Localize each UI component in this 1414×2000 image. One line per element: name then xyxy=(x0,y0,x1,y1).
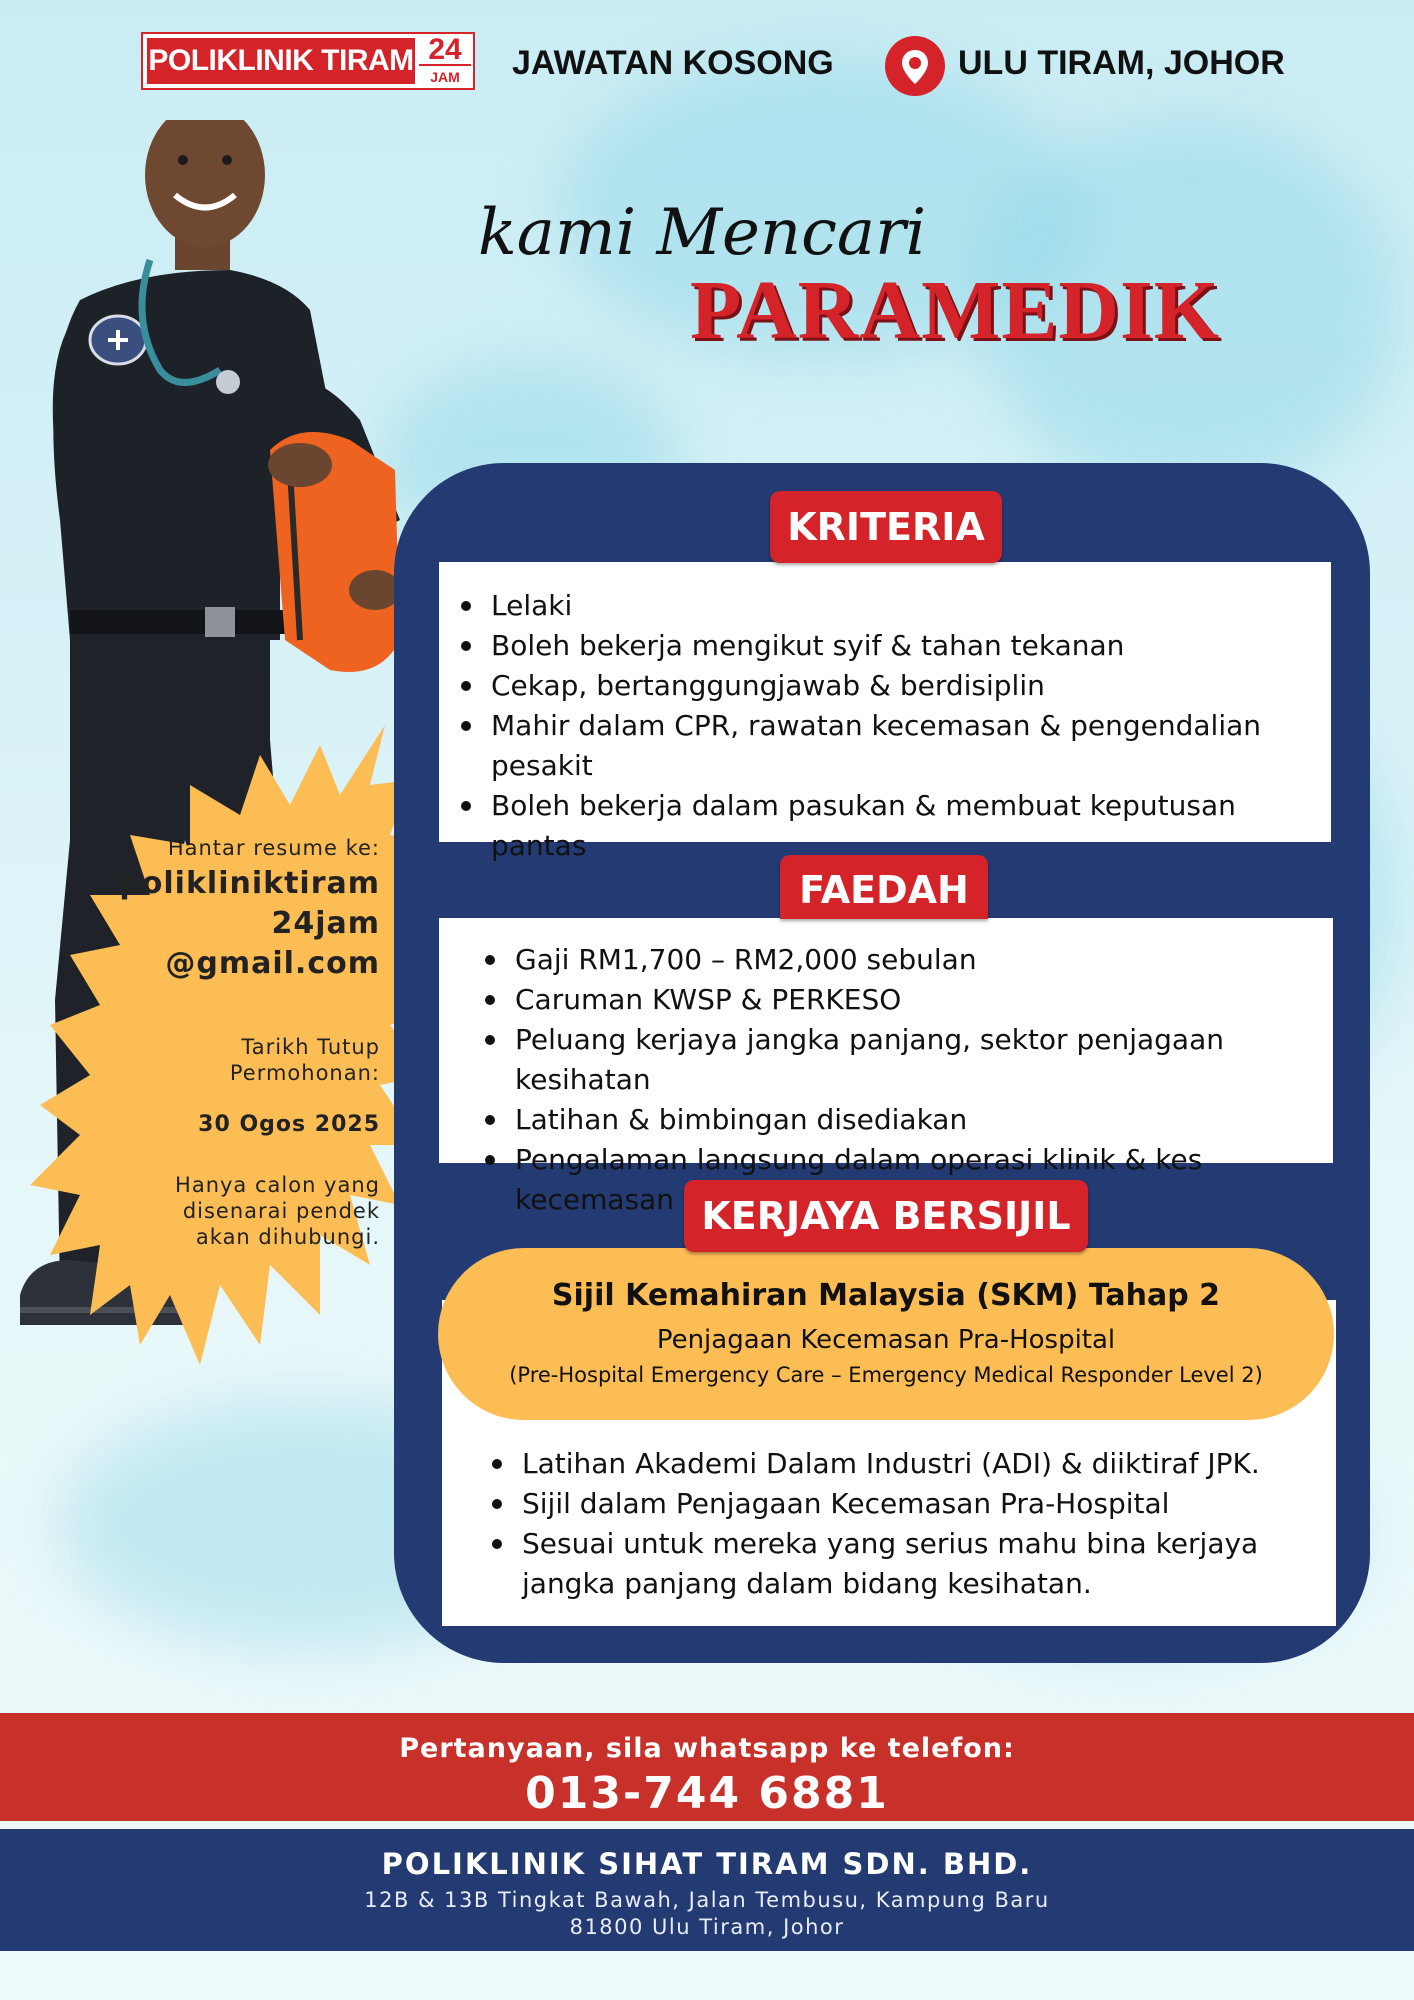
skm-english: (Pre-Hospital Emergency Care – Emergency Medical Responder Level 2) xyxy=(509,1363,1263,1387)
list-item: Latihan Akademi Dalam Industri (ADI) & diiktiraf JPK. xyxy=(488,1444,1336,1484)
job-vacancy-label: JAWATAN KOSONG xyxy=(512,44,834,82)
clinic-logo xyxy=(141,32,475,90)
note-line-3: akan dihubungi. xyxy=(195,1225,380,1249)
closing-date-label xyxy=(230,1034,380,1086)
location-pin-icon xyxy=(885,36,945,96)
list-item: Cekap, bertanggungjawab & berdisiplin xyxy=(457,666,1331,706)
logo-jam: JAM xyxy=(419,64,471,88)
address-line-1: 12B & 13B Tingkat Bawah, Jalan Tembusu, Kampung Baru xyxy=(364,1888,1050,1912)
shortlist-note xyxy=(175,1172,380,1250)
faedah-heading: FAEDAH xyxy=(780,855,988,919)
contact-question: Pertanyaan, sila whatsapp ke telefon: xyxy=(399,1733,1015,1764)
kriteria-box xyxy=(439,562,1331,862)
skm-certificate-card xyxy=(438,1248,1334,1420)
email-line-3: @gmail.com xyxy=(165,946,380,981)
skm-subtitle: Penjagaan Kecemasan Pra-Hospital xyxy=(656,1325,1116,1355)
company-address xyxy=(0,1887,1414,1941)
resume-email[interactable] xyxy=(119,864,380,984)
send-resume-label: Hantar resume ke: xyxy=(167,836,380,860)
company-bar xyxy=(0,1829,1414,1951)
note-line-1: Hanya calon yang xyxy=(175,1173,380,1197)
location-label: ULU TIRAM, JOHOR xyxy=(958,44,1285,82)
list-item: Caruman KWSP & PERKESO xyxy=(481,980,1333,1020)
contact-phone[interactable]: 013-744 6881 xyxy=(525,1768,889,1819)
list-item-continuation: jangka panjang dalam bidang kesihatan. xyxy=(522,1567,1092,1600)
title-paramedik: PARAMEDIK xyxy=(690,264,1221,357)
list-item: Peluang kerjaya jangka panjang, sektor penjagaan kesihatan xyxy=(481,1020,1333,1100)
note-line-2: disenarai pendek xyxy=(182,1199,380,1223)
closing-label-line-2: Permohonan: xyxy=(229,1061,380,1085)
kriteria-heading: KRITERIA xyxy=(770,491,1002,563)
kerjaya-heading: KERJAYA BERSIJIL xyxy=(684,1180,1088,1252)
kriteria-list xyxy=(439,562,1331,866)
email-line-2: 24jam xyxy=(271,906,380,941)
list-item: Pengalaman langsung dalam operasi klinik & kes kecemasan xyxy=(481,1140,1333,1220)
logo-24: 24 xyxy=(428,33,462,66)
faedah-list xyxy=(439,918,1333,1220)
contact-bar xyxy=(0,1713,1414,1821)
list-item: Lelaki xyxy=(457,586,1331,626)
email-line-1: polikliniktiram xyxy=(119,866,380,901)
logo-name: POLIKLINIK TIRAM xyxy=(147,38,415,84)
list-item: Latihan & bimbingan disediakan xyxy=(481,1100,1333,1140)
closing-label-line-1: Tarikh Tutup xyxy=(241,1035,380,1059)
title-kami-mencari: kami Mencari xyxy=(478,196,927,270)
skm-title: Sijil Kemahiran Malaysia (SKM) Tahap 2 xyxy=(551,1278,1221,1313)
company-name: POLIKLINIK SIHAT TIRAM SDN. BHD. xyxy=(381,1847,1033,1881)
address-line-2: 81800 Ulu Tiram, Johor xyxy=(569,1915,845,1939)
closing-date: 30 Ogos 2025 xyxy=(198,1112,380,1137)
list-item: Mahir dalam CPR, rawatan kecemasan & pengendalian pesakit xyxy=(457,706,1331,786)
list-item: Gaji RM1,700 – RM2,000 sebulan xyxy=(481,940,1333,980)
list-item: Sesuai untuk mereka yang serius mahu bina kerjaya xyxy=(488,1524,1336,1564)
list-item: Boleh bekerja dalam pasukan & membuat keputusan pantas xyxy=(457,786,1331,866)
list-item: Boleh bekerja mengikut syif & tahan tekanan xyxy=(457,626,1331,666)
list-item: Sijil dalam Penjagaan Kecemasan Pra-Hospital xyxy=(488,1484,1336,1524)
